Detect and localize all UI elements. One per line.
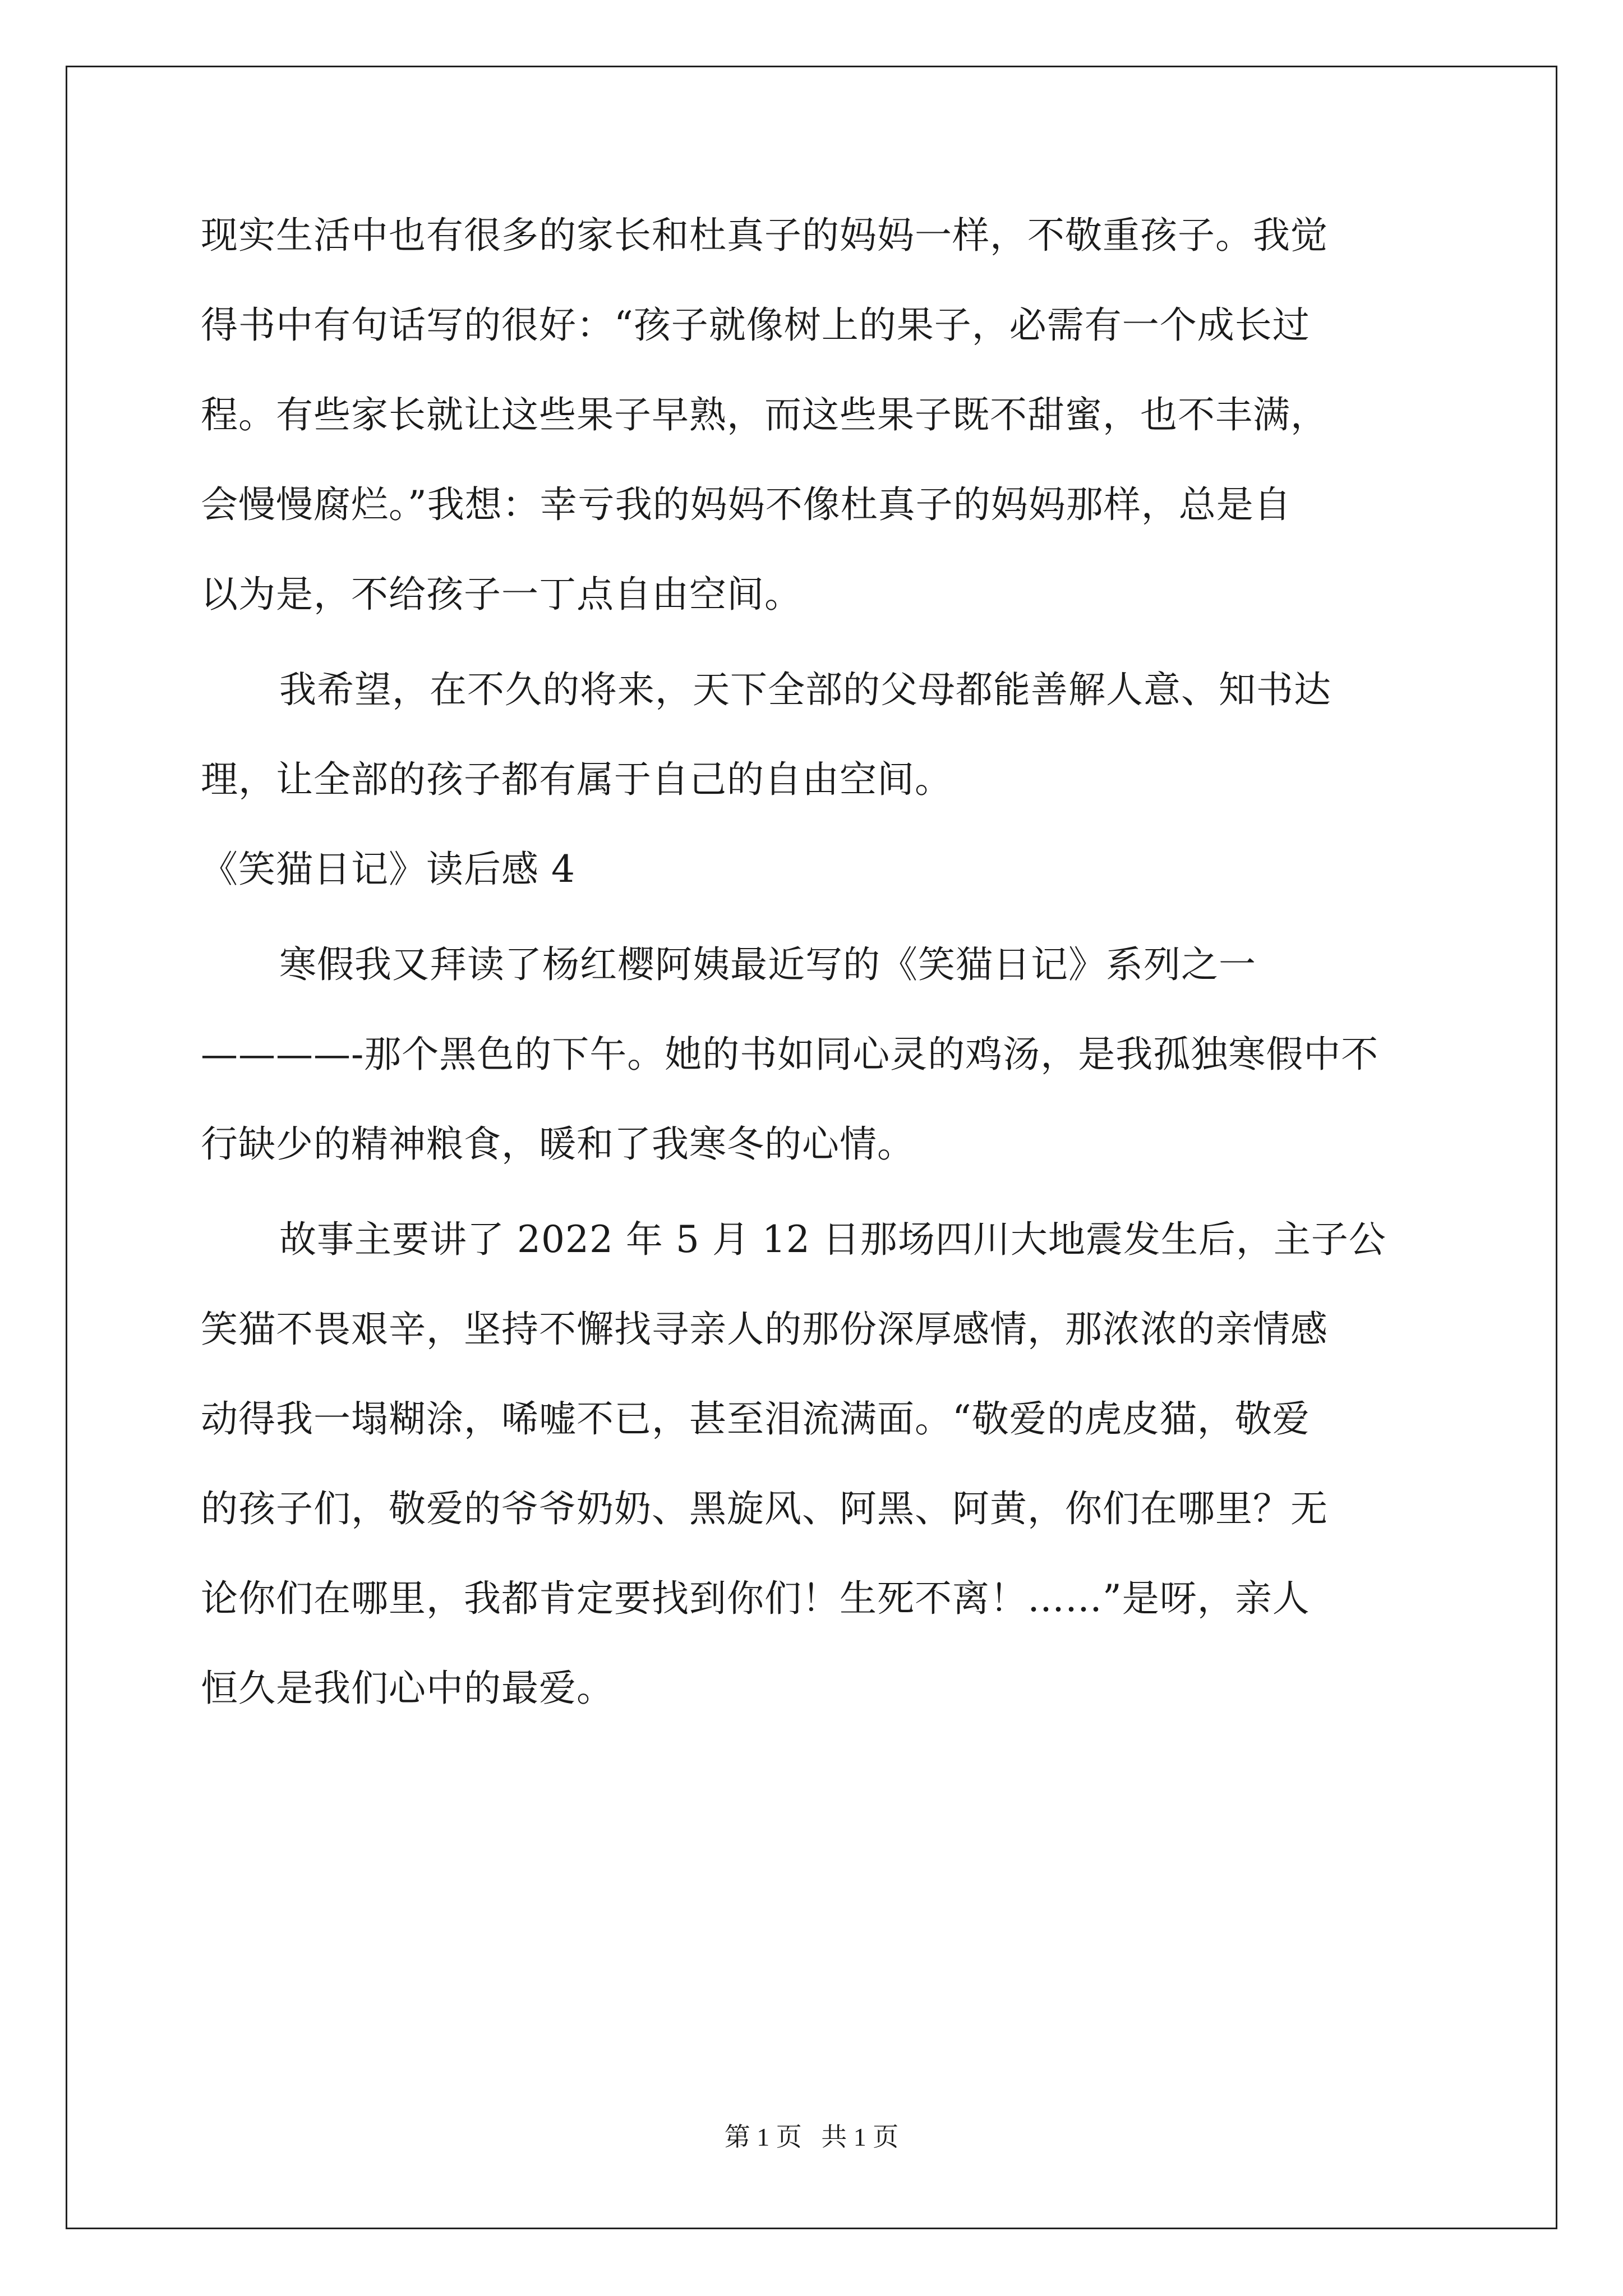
paragraph-line: 理，让全部的孩子都有属于自己的自由空间。	[201, 758, 952, 801]
page-footer: 第 1 页 共 1 页	[724, 2123, 899, 2151]
paragraph-line: 动得我一塌糊涂，唏嘘不已，甚至泪流满面。“敬爱的虎皮猫，敬爱	[201, 1397, 1310, 1441]
paragraph-line: 的孩子们，敬爱的爷爷奶奶、黑旋风、阿黑、阿黄，你们在哪里？无	[201, 1487, 1328, 1530]
paragraph-line: 我希望，在不久的将来，天下全部的父母都能善解人意、知书达	[279, 668, 1331, 711]
paragraph-line: 以为是，不给孩子一丁点自由空间。	[201, 573, 802, 616]
paragraph-line: 恒久是我们心中的最爱。	[201, 1667, 614, 1710]
paragraph-line: 论你们在哪里，我都肯定要找到你们！生死不离！……”是呀，亲人	[201, 1577, 1310, 1620]
paragraph-line: 笑猫不畏艰辛，坚持不懈找寻亲人的那份深厚感情，那浓浓的亲情感	[201, 1308, 1328, 1351]
document-body	[201, 213, 1429, 1711]
paragraph-line: ————-那个黑色的下午。她的书如同心灵的鸡汤，是我孤独寒假中不	[201, 1033, 1379, 1076]
section-heading: 《笑猫日记》读后感 4	[201, 848, 575, 891]
paragraph-line: 故事主要讲了 2022 年 5 月 12 日那场四川大地震发生后，主子公	[279, 1218, 1386, 1261]
paragraph-line: 行缺少的精神粮食，暖和了我寒冬的心情。	[201, 1122, 915, 1166]
paragraph-line: 现实生活中也有很多的家长和杜真子的妈妈一样，不敬重孩子。我觉	[201, 214, 1328, 257]
paragraph-line: 会慢慢腐烂。”我想：幸亏我的妈妈不像杜真子的妈妈那样，总是自	[201, 483, 1292, 526]
paragraph-line: 寒假我又拜读了杨红樱阿姨最近写的《笑猫日记》系列之一	[279, 943, 1256, 986]
paragraph-line: 程。有些家长就让这些果子早熟，而这些果子既不甜蜜，也不丰满，	[201, 393, 1328, 436]
paragraph-line: 得书中有句话写的很好：“孩子就像树上的果子，必需有一个成长过	[201, 303, 1310, 347]
